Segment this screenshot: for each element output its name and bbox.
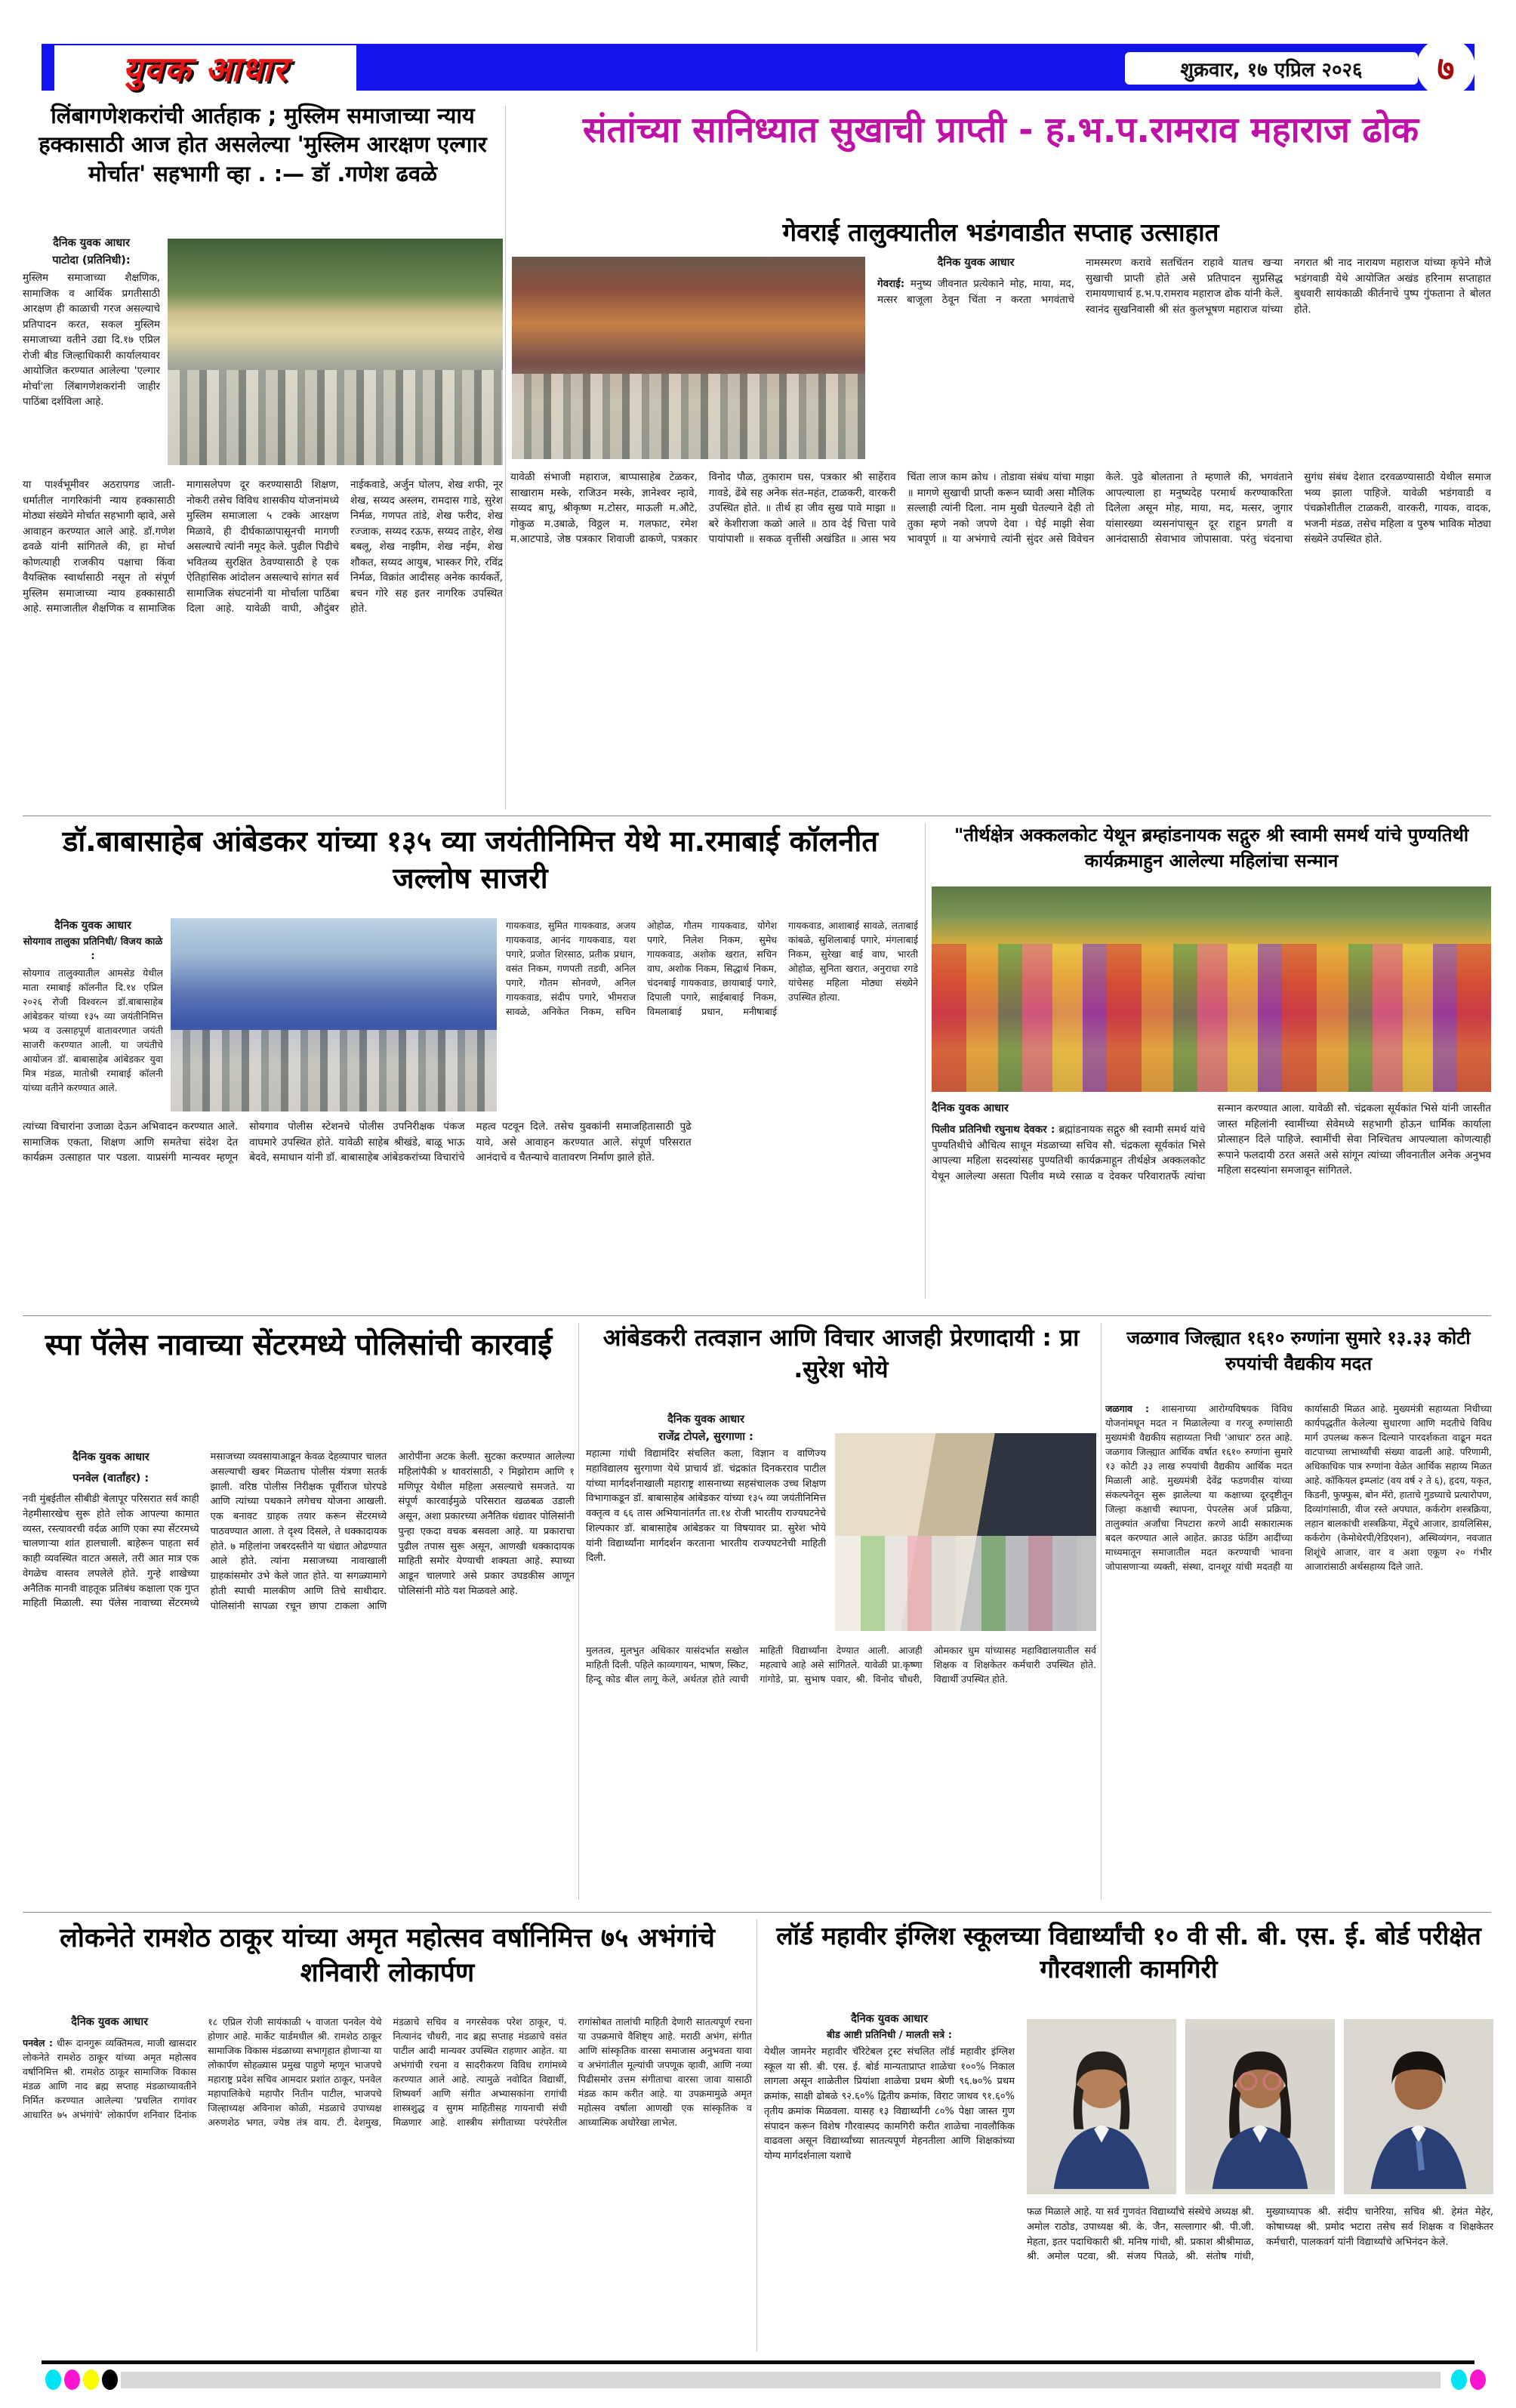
byline-org: दैनिक युवक आधार	[54, 920, 131, 932]
section-divider	[23, 1315, 1491, 1316]
article-body-text: ब्रह्मांडनायक सद्गुरु श्री स्वामी समर्थ यांचे पुण्यतिथीचे औचित्य साधून मंडळाच्या सचिव सौ. चंद्रकला सूर्यकांत भिसे आपल्या महिला सदस्यांसह पुण्यतिथी कार्यक्रमाहून तीर्थक्षेत्र अक्कलकोट येथून आलेल्या असता पिलीव मध्ये रसाळ व देवकर परिवारातर्फे त्यांचा सन्मान करण्यात आला. यावेळी सौ. चंद्रकला सूर्यकांत भिसे यांनी जास्तीत जास्त महिलांनी स्वामींच्या सेवेमध्ये सहभागी होऊन धार्मिक कार्याला प्रोत्साहन दिले पाहिजे. स्वामींची सेवा निश्चितच आपल्याला कोणत्याही रूपाने फलदायी ठरत असते असे सांगून त्यांच्या जीवनातील अनेक अनुभव महिला सदस्यांना समजावून सांगितले.	[932, 1102, 1491, 1182]
article-headline: लोकनेते रामशेठ ठाकूर यांच्या अमृत महोत्सव वर्षानिमित्त ७५ अभंगांचे शनिवारी लोकार्पण	[60, 1923, 715, 1989]
article-intro-column	[23, 236, 160, 477]
byline-place: सोयगाव तालुका प्रतिनिधी/ विजय काळे :	[23, 936, 163, 962]
page-number: ७	[1416, 38, 1475, 97]
byline-org: दैनिक युवक आधार	[53, 237, 130, 249]
article-body-text: मनुष्य जीवनात प्रत्येकाने मोह, माया, मद, मत्सर बाजूला ठेवून चिंता न करता भगवंताचे नामस्मरण करावे सतचिंतन राहावे यातच खऱ्या सुखाची प्राप्ती होते असे प्रतिपादन सुप्रसिद्ध रामायणाचार्य ह.भ.प.रामराव महाराज ढोक यांनी केले. स्वानंद सुखनिवासी श्री संत कुलभूषण महाराज यांच्या नगरात श्री नाद नारायण महाराज यांच्या कृपेने मौजे भडंगवाडी येथे आयोजित अखंड हरिनाम सप्ताहात बुधवारी सायंकाळी कीर्तनाचे पुष्प गुंफताना ते बोलत होते.	[877, 257, 1491, 316]
article-body	[23, 1450, 575, 1897]
photo-morcha-crowd	[168, 239, 503, 465]
article-school-results	[764, 1919, 1493, 2354]
photo-saptah-pandal	[512, 257, 865, 459]
attendee-names: गायकवाड, सुमित गायकवाड, अजय गायकवाड, आनंद गायकवाड, यश पगारे, प्रजोत शिरसाठ, प्रतीक प्रधान, वसंत निकम, गणपती तडवी, अनिल पगारे, गौतम सोनवणे, अनिल गायकवाड, संदीप पगारे, भीमराज सावळे, अनिकेत निकम, सचिन ओहोळ, गौतम गायकवाड, योगेश पगारे, निलेश निकम, सुमेध गायकवाड, अशोक खरात, सचिन वाघ, अशोक निकम, सिद्धार्थ निकम, चंदनबाई गायकवाड, छायाबाई पगारे, दिपाली पगारे, साईबाबाई निकम, विमलाबाई प्रधान, मनीषाबाई गायकवाड, आशाबाई सावळे, लताबाई कांबळे, सुशिलाबाई पगारे, मंगलाबाई निकम, सुरेखा बाई वाघ, भारती ओहोळ, सुनिता खरात, अनुराधा रगडे यांचेसह महिला मोठ्या संख्येने उपस्थित होत्या.	[506, 920, 918, 1017]
article-headline: लॉर्ड महावीर इंग्लिश स्कूलच्या विद्यार्थ्यांची १० वी सी. बी. एस. ई. बोर्ड परीक्षेत गौरवशाली कामगिरी	[776, 1921, 1481, 1984]
byline-org: दैनिक युवक आधार	[72, 1451, 149, 1463]
column-divider	[756, 1919, 757, 2351]
section-divider	[23, 1912, 1491, 1913]
photo-sari-texture	[932, 944, 1491, 1092]
byline-place: राजेंद्र टोपले, सुरगाणा :	[658, 1431, 753, 1444]
article-headline: डॉ.बाबासाहेब आंबेडकर यांच्या १३५ व्या जयंतीनिमित्त येथे मा.रमाबाई कॉलनीत जल्लोष साजरी	[63, 825, 878, 896]
student-girl-icon	[1027, 2019, 1176, 2194]
article-body-below: यावेळी संभाजी महाराज, बाप्पासाहेब टेळकर, साखाराम मस्के, राजिउन मस्के, ज्ञानेश्वर न्हावे, सय्यद बापू, श्रीकृष्ण म.टोसर, माऊली म.औटे, गोकुळ म.उबाळे, विठ्ठल म. गलफाट, रमेश म.आटपाडे, जेष्ठ पत्रकार शिवाजी ढाकणे, पत्रकार विनोद पौळ, तुकाराम घस, पत्रकार श्री साहेंराव गावडे, ढेंबे सह अनेक संत-महंत, टाळकरी, वारकरी उपस्थित होते. ॥ तीर्थ हा जीव सुख पावे माझा ॥ बरे केशीराजा कळो आले ॥ ठाव देई चित्ता पावे पायांपाशी ॥ सकळ वृत्तींसी अखंडित ॥ आस भय चिंता लाज काम क्रोध । तोडावा संबंध यांचा माझा ॥ मागणे सुखाची प्राप्ती करून घ्यावी असा मौलिक सल्लाही त्यांनी दिला. नाम मुखी घेतल्याने देही तो तुका म्हणे नको जपणे देवा । घेई माझी सेवा भावपूर्ण ॥ या अभंगाचे त्यांनी सुंदर असे विवेचन केले. पुढे बोलताना ते म्हणाले की, भगवंताने आपल्याला हा मनुष्यदेह परमार्थ करण्याकरिता दिलेला असून मोह, माया, मद, मत्सर, जुगार यांसारख्या व्यसनांपासून दूर राहून प्रगती व आनंदासाठी सेवाभाव जोपासावा. परंतु चंदनाचा सुगंध संबंध देशात दरवळण्यासाठी येथील समाज भव्य झाला पाहिजे. यावेळी भडंगवाडी व पंचक्रोशीतील टाळकरी, वारकरी, गायक, वादक, भजनी मंडळ, तसेच महिला व पुरुष भाविक मोठ्या संख्येने उपस्थित होते.	[510, 471, 1491, 546]
student-girl-icon	[1185, 2019, 1335, 2194]
article-body-text: नवी मुंबईतील सीबीडी बेलापूर परिसरात सर्व काही नेहमीसारखेच सुरू होते लोक आपल्या कामात व्यस्त, रस्त्यावरची वर्दळ आणि एका स्पा सेंटरमध्ये चालणाऱ्या शांत हालचाली. बाहेरून पाहता सर्व काही व्यवस्थित वाटत असले, तरी आत मात्र एक वेगळेच वास्तव लपलेले होते. गुन्हे शाखेच्या अनैतिक मानवी वाहतूक प्रतिबंध कक्षाला एक गुप्त माहिती मिळाली. स्पा पॅलेस नावाच्या सेंटरमध्ये मसाजच्या व्यवसायाआडून केवळ देहव्यापार चालत असल्याची खबर मिळताच पोलीस यंत्रणा सतर्क झाली. वरिष्ठ पोलीस निरीक्षक पूर्वीराज घोरपडे आणि त्यांच्या पथकाने लगेचच योजना आखली. एक बनावट ग्राहक तयार करून सेंटरमध्ये पाठवण्यात आला. ते दृश्य दिसले, ते धक्कादायक होते. ७ महिलांना जबरदस्तीने या धंद्यात ओढण्यात आले होते. त्यांना मसाजच्या नावाखाली ग्राहकांसमोर उभे केले जात होते. या सगळ्यामागे होती स्पाची मालकीण आणि तिचे साथीदार. पोलिसांनी सापळा रचून छापा टाकला आणि आरोपींना अटक केली. सुटका करण्यात आलेल्या महिलांपैकी ४ थावरांसाठी, २ मिझोराम आणि १ मणिपूर येथील महिला असल्याचे समजते. या संपूर्ण कारवाईमुळे परिसरात खळबळ उडाली असून, अशा प्रकारच्या अनैतिक धंद्यावर पोलिसांनी पुन्हा एकदा वचक बसवला आहे. या प्रकाराचा पुढील तपास सुरू असून, आणखी धक्कादायक माहिती समोर येण्याची शक्यता आहे. स्पाच्या आडून चालणारे असे प्रकार उघडकीस आणून पोलिसांनी मोठे यश मिळवले आहे.	[23, 1451, 575, 1612]
article-body-text: शासनाच्या आरोग्यविषयक विविध योजनांमधून मदत न मिळालेल्या व गरजू रुग्णांसाठी मुख्यमंत्री वैद्यकीय सहाय्यता निधी 'आधार' ठरत आहे. जळगाव जिल्ह्यात आर्थिक वर्षात १६१० रुग्णांना सुमारे १३ कोटी ३३ लाख रुपयांची वैद्यकीय आर्थिक मदत मिळाली आहे. मुख्यमंत्री देवेंद्र फडणवीस यांच्या संकल्पनेतून सुरू झालेल्या या कक्षाच्या दूरदृष्टीतून जिल्हा कक्षाची स्थापना, पेपरलेस अर्ज प्रक्रिया, तालुक्यांत अर्जांचा निपटारा करणे आदी सकारात्मक बदल करण्यात आले आहेत. क्राउड फंडिंग आदींच्या माध्यमातून समाजातील मदत करण्याची भावना जोपासणाऱ्या व्यक्ती, संस्था, दानशूर यांची मदतही या कार्यासाठी मिळत आहे. मुख्यमंत्री सहाय्यता निधीच्या कार्यपद्धतीत केलेल्या सुधारणा आणि मदतीचे विविध मार्ग उपलब्ध करून दिल्याने पारदर्शकता वाढून मदत वाटपाच्या लाभार्थ्यांची संख्या वाढली आहे. परिणामी, अधिकाधिक पात्र रुग्णांना वेळेत आर्थिक सहाय्य मिळत आहे. कॉकियल इम्प्लांट (वय वर्ष २ ते ६), हृदय, यकृत, किडनी, फुफ्फुस, बोन मॅरो, हाताचे गुडघ्याचे प्रत्यारोपण, दिव्यांगांसाठी, वीज रस्ते अपघात, कर्करोग शस्त्रक्रिया, लहान बालकांची शस्त्रक्रिया, मेंदूचे आजार, डायलिसिस, कर्करोग (केमोथेरपी/रेडिएशन), अस्थिव्यंगन, नवजात शिशूंचे आजार, वार व अशा एकूण २० गंभीर आजारांसाठी अर्थसहाय्य दिले जाते.	[1105, 1403, 1492, 1572]
article-jalgaon-aid	[1105, 1323, 1492, 1901]
photo-women-felicitation	[932, 886, 1491, 1092]
byline-place: पिलीव प्रतिनिधी रघुनाथ देवकर :	[932, 1124, 1055, 1136]
article-ambedkari-thought	[586, 1323, 1096, 1901]
article-body	[23, 2015, 752, 2350]
byline-org: दैनिक युवक आधार	[932, 1102, 1009, 1115]
dateline: पनवेल :	[23, 2037, 53, 2049]
registration-magenta-dot	[64, 2369, 80, 2390]
article-body-beside-photo	[877, 255, 1491, 461]
article-intro-column	[586, 1412, 826, 1636]
photo-jayanti-procession	[171, 918, 497, 1112]
article-headline-quote: "तीर्थक्षेत्र अक्कलकोट येथून ब्रम्हांडनायक सद्गुरु श्री स्वामी समर्थ यांचे पुण्यतिथी कार्यक्रमाहुन आलेल्या महिलांचा सन्मान	[954, 825, 1469, 871]
student-boy-icon	[1344, 2019, 1493, 2194]
article-body-below: फळ मिळाले आहे. या सर्व गुणवंत विद्यार्थ्यांचे संस्थेचे अध्यक्ष श्री. अमोल राठोड, उपाध्यक्ष श्री. के. जैन, सल्लागार श्री. पी.जी. मेहता, इतर पदाधिकारी श्री. मनिष गांधी, श्री. प्रकाश श्रीश्रीमाळ, श्री. अमोल पटवा, श्री. संजय पितळे, श्री. संतोष गांधी, मुख्याध्यापक श्री. संदीप चानेरिया, सचिव श्री. हेमंत मेहेर, कोषाध्यक्ष श्री. प्रमोद भटारा तसेच सर्व शिक्षक व शिक्षकेतर कर्मचारी, पालकवर्ग यांनी विद्यार्थ्यांचे अभिनंदन केले.	[1027, 2206, 1493, 2263]
article-intro-column	[764, 2012, 1015, 2350]
article-ambedkar-jayanti	[23, 823, 918, 1302]
article-body	[1105, 1401, 1492, 1897]
registration-cyan-dot	[45, 2369, 61, 2390]
article-body: या पार्श्वभूमीवर अठरापगड जाती-धर्मातील नागरिकांनी न्याय हक्कासाठी मोठ्या संख्येने मोर्चात सहभागी व्हावे, असे आवाहन करण्यात आले आहे. डॉ.गणेश ढवळे यांनी सांगितले की, हा मोर्चा कोणत्याही राजकीय पक्षाचा किंवा वैयक्तिक स्वार्थासाठी नसून तो संपूर्ण मुस्लिम समाजाच्या न्याय हक्कासाठी आहे. समाजातील शैक्षणिक व सामाजिक मागासलेपण दूर करण्यासाठी शिक्षण, नोकरी तसेच विविध शासकीय योजनांमध्ये मुस्लिम समाजाला ५ टक्के आरक्षण मिळावे, ही दीर्घकाळापासूनची मागणी असल्याचे त्यांनी नमूद केले. पुढील पिढीचे भवितव्य सुरक्षित ठेवण्यासाठी हे एक ऐतिहासिक आंदोलन असल्याचे सांगत सर्व सामाजिक संघटनांनी या मोर्चाला पाठिंबा दिला आहे. यावेळी वाघी, औदुंबर नाईकवाडे, अर्जुन घोलप, शेख शफी, नूर शेख, सय्यद अस्लम, रामदास गाडे, सुरेश निर्मळ, गणपत तांडे, शेख फरीद, शेख रज्जाक, सय्यद रऊफ, सय्यद ताहेर, शेख बबलू, शेख नाझीम, शेख नईम, शेख शौकत, सय्यद आयुब, भास्कर गिरे, रविंद्र निर्मळ, विक्रांत आदीसह अनेक कार्यकर्ते, बचन गोरे सह इतर नागरिक उपस्थित होते.	[23, 479, 503, 615]
byline-org: दैनिक युवक आधार	[71, 2016, 148, 2028]
column-divider	[1101, 1323, 1102, 1900]
article-body-text: धीरू दानगुरू व्यक्तिमत्व, माजी खासदार लोकनेते रामशेठ ठाकूर यांच्या अमृत महोत्सव वर्षानिमित्त श्री. रामशेठ ठाकूर सामाजिक विकास मंडळ आणि नाद ब्रह्म सप्ताह मंडळाच्यावतीने निर्मित करण्यात आलेल्या 'प्रचलित रागांवर आधारित ७५ अभंगांचे' लोकार्पण शनिवार दिनांक १८ एप्रिल रोजी सायंकाळी ५ वाजता पनवेल येथे होणार आहे. मार्केट यार्डमधील श्री. रामशेठ ठाकूर सामाजिक विकास मंडळाच्या सभागृहात होणाऱ्या या लोकार्पण सोहळ्यास प्रमुख पाहुणे म्हणून भाजपचे महाराष्ट्र प्रदेश सचिव आमदार प्रशांत ठाकूर, पनवेल महापालिकेचे महापौर नितीन पाटील, भाजपचे जिल्हाध्यक्ष अविनाश कोळी, मंडळाचे उपाध्यक्ष अरुणशेठ भगत, ज्येष्ठ तंत्र वाय. टी. देशमुख, मंडळाचे सचिव व नगरसेवक परेश ठाकूर, पं. नित्यानंद चौधरी, नाद ब्रह्म सप्ताह मंडळाचे वसंत पाटील आदी मान्यवर उपस्थित राहणार आहेत. या अभंगांची रचना व सादरीकरण विविध रागांमध्ये करण्यात आले आहे. त्यामुळे नवोदित विद्यार्थी, शिष्यवर्ग आणि संगीत अभ्यासकांना रागांची शास्त्रशुद्ध व सुगम माहितीसह गायनाची संधी मिळणार आहे. शास्त्रीय संगीताच्या परंपरेतील रागांसोबत तालांची माहिती देणारी सातत्यपूर्ण रचना या उपक्रमाचे वैशिष्ट्य आहे. मराठी अभंग, संगीत आणि सांस्कृतिक वारसा समाजास अनुभवता यावा व अभंगांतील मूल्यांची जपणूक व्हावी, आणि नव्या पिढीसमोर उत्तम संगीताचा वारसा जावा यासाठी मंडळ काम करीत आहे. या उपक्रमामुळे अमृत महोत्सव वर्षाला आणखी एक सांस्कृतिक व आध्यात्मिक अधोरेखा लाभेल.	[23, 2016, 752, 2128]
photo-crowd-texture	[171, 1030, 497, 1112]
article-intro: मुस्लिम समाजाच्या शैक्षणिक, सामाजिक व आर्थिक प्रगतीसाठी आरक्षण ही काळाची गरज असल्याचे प्रतिपादन करत, सकल मुस्लिम समाजाच्या वतीने उद्या दि.१७ एप्रिल रोजी बीड जिल्हाधिकारी कार्यालयावर आयोजित करण्यात आलेल्या 'एल्गार मोर्चा'ला लिंबागणेशकरांनी जाहीर पाठिंबा दर्शविला आहे.	[23, 272, 160, 409]
article-muslim-morcha	[23, 101, 503, 809]
article-body-below: त्यांच्या विचारांना उजाळा देऊन अभिवादन करण्यात आले. सामाजिक एकता, शिक्षण आणि समतेचा संदेश देत कार्यक्रम उत्साहात पार पडला. याप्रसंगी मान्यवर म्हणून सोयगाव पोलीस स्टेशनचे पोलीस उपनिरीक्षक पंकज वाघमारे उपस्थित होते. यावेळी साहेब श्रीखंडे, बाळू भाऊ बेदवे, समाधान यांनी डॉ. बाबासाहेब आंबेडकरांच्या विचारांचे महत्व पटवून दिले. तसेच युवकांनी समाजहितासाठी पुढे यावे, असे आवाहन करण्यात आले. संपूर्ण परिसरात आनंदाचे व चैतन्याचे वातावरण निर्माण झाले होते.	[23, 1121, 692, 1164]
photo-people-texture	[835, 1536, 1096, 1631]
article-body	[932, 1101, 1491, 1296]
article-spa-raid	[23, 1323, 575, 1901]
article-intro: महात्मा गांधी विद्यामंदिर संचलित कला, विज्ञान व वाणिज्य महाविद्यालय सुरगाणा येथे प्राचार्य डॉ. चंद्रकांत दिनकरराव पाटील यांच्या मार्गदर्शनाखाली महाराष्ट्र शासनाच्या सहसंचालक उच्च शिक्षण विभागाकडून डॉ. बाबासाहेब आंबेडकर यांच्या १३५ व्या जयंतीनिमित्त वक्तृत्व व ६६ तास अभियानांतर्गत ता.१४ रोजी भारतीय राज्यघटनेचे शिल्पकार डॉ. बाबासाहेब आंबेडकर या विषयावर प्रा. सुरेश भोये यांनी विद्यार्थ्यांना मार्गदर्शन करताना भारतीय राज्यघटनेची माहिती दिली.	[586, 1448, 826, 1565]
registration-gray-bar	[121, 2372, 1441, 2388]
article-subheadline: गेवराई तालुक्यातील भडंगवाडीत सप्ताह उत्साहात	[782, 217, 1219, 247]
registration-cyan-dot-right	[1451, 2369, 1467, 2390]
byline-org: दैनिक युवक आधार	[667, 1414, 744, 1426]
article-sant-saptah	[510, 106, 1491, 809]
byline-place: पाटोदा (प्रतिनिधी):	[52, 254, 131, 267]
byline-org: दैनिक युवक आधार	[937, 257, 1015, 269]
dateline: गेवराई:	[877, 278, 905, 291]
article-headline: जळगाव जिल्ह्यात १६१० रुग्णांना सुमारे १३.३३ कोटी रुपयांची वैद्यकीय मदत	[1126, 1327, 1471, 1374]
byline-place: बीड आष्टी प्रतिनिधी / मालती सत्रे :	[827, 2030, 952, 2042]
column-divider	[578, 1323, 579, 1900]
article-body-below: मुलतत्व, मुलभुत अधिकार यासंदर्भात सखोल माहिती दिली. पहिले काव्यगायन, भाषण, स्किट, हिन्दू कोड बील लागू केले, अर्थतज्ञ होते त्याची माहिती विद्यार्थ्यांना देण्यात आली. आजही महत्वाचे आहे असे सांगितले. यावेळी प्रा.कृष्णा गांगोडे, प्रा. सुभाष पवार, श्री. विनोद चौधरी, ओमकार धुम यांच्यासह महाविद्यालयातील सर्व शिक्षक व शिक्षकेतर कर्मचारी उपस्थित होते. विद्यार्थी उपस्थित होते.	[586, 1645, 1096, 1685]
article-headline-magenta: संतांच्या सानिध्यात सुखाची प्राप्ती - ह.भ.प.रामराव महाराज ढोक	[582, 109, 1419, 151]
column-divider	[925, 823, 926, 1299]
photo-crowd-texture	[512, 374, 865, 459]
byline-place: पनवेल (वार्तांहर) :	[72, 1472, 149, 1485]
registration-black-dot	[102, 2369, 118, 2390]
footer-rule	[42, 2360, 1474, 2364]
newspaper-logo-box	[54, 45, 356, 91]
article-intro: सोयगाव तालुक्यातील आमसेड येथील माता रमाबाई कॉलनीत दि.१४ एप्रिल २०२६ रोजी विश्वरत्न डॉ.बाबासाहेब आंबेडकर यांच्या १३५ व्या जयंतीनिमित्त भव्य व उत्साहपूर्ण वातावरणात जयंती साजरी करण्यात आली. या जयंतीचे आयोजन डॉ. बाबासाहेब आंबेडकर युवा मित्र मंडळ, मातोश्री रमाबाई कॉलनी यांच्या वतीने करण्यात आले.	[23, 967, 163, 1093]
photo-college-program	[835, 1433, 1096, 1631]
article-intro: येथील जामनेर महावीर चॅरिटेबल ट्रस्ट संचलित लॉर्ड महावीर इंग्लिश स्कूल या सी. बी. एस. ई. बोर्ड मान्यताप्राप्त शाळेचा १००% निकाल लागला असून शाळेतील प्रियांशा शाळेचा प्रथम श्रेणी ९६.७०% प्रथम क्रमांक, साक्षी ढोबळे ९२.६०% द्वितीय क्रमांक, विराट जाधव ९१.६०% तृतीय क्रमांक मिळवला. यासह १३ विद्यार्थ्यांनी ८०% पेक्षा जास्त गुण संपादन करून विशेष गौरवास्पद कामगिरी करीत शाळेचा नावलौकिक वाढवला असून विद्यार्थ्यांच्या सातत्यपूर्ण मेहनतीला आणि शिक्षकांच्या योग्य मार्गदर्शनाला यशाचे	[764, 2046, 1015, 2163]
article-intro-column	[23, 918, 163, 1112]
issue-date: शुक्रवार, १७ एप्रिल २०२६	[1125, 52, 1418, 85]
article-abhang-lokarpan	[23, 1919, 752, 2354]
article-headline: लिंबागणेशकरांची आर्तहाक ; मुस्लिम समाजाच्या न्याय हक्कासाठी आज होत असलेल्या 'मुस्लिम आरक्षण एल्गार मोर्चात' सहभागी व्हा . :— डॉ .गणेश ढवळे	[39, 103, 487, 187]
article-headline: स्पा पॅलेस नावाच्या सेंटरमध्ये पोलिसांची कारवाई	[45, 1328, 553, 1362]
registration-magenta-dot-right	[1470, 2369, 1486, 2390]
photo-student-portrait-2	[1185, 2019, 1335, 2194]
photo-crowd-texture	[168, 370, 503, 465]
byline-org: दैनिक युवक आधार	[851, 2013, 928, 2025]
photo-student-portrait-3	[1344, 2019, 1493, 2194]
newspaper-logo: युवक आधार	[122, 48, 288, 89]
article-swami-samarth	[932, 823, 1491, 1299]
photo-student-portrait-1	[1027, 2019, 1176, 2194]
article-headline: आंबेडकरी तत्वज्ञान आणि विचार आजही प्रेरणादायी : प्रा .सुरेश भोये	[602, 1324, 1080, 1383]
registration-yellow-dot	[83, 2369, 99, 2390]
dateline: जळगाव :	[1105, 1403, 1150, 1414]
column-divider	[505, 106, 506, 809]
